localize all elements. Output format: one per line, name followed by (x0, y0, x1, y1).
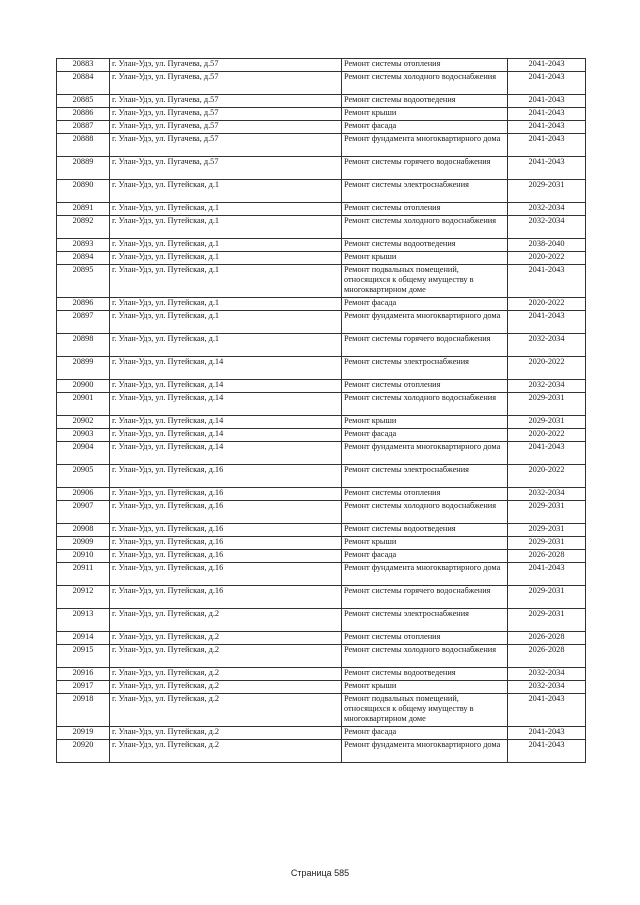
table-row (57, 429, 586, 442)
row-address: г. Улан-Удэ, ул. Путейская, д.1 (110, 252, 342, 265)
table-row (57, 357, 586, 380)
row-number: 20885 (57, 95, 110, 108)
row-address: г. Улан-Удэ, ул. Путейская, д.1 (110, 180, 342, 203)
row-work-type: Ремонт фасада (342, 429, 508, 442)
row-period: 2041-2043 (508, 108, 586, 121)
row-number: 20893 (57, 239, 110, 252)
row-number: 20895 (57, 265, 110, 298)
row-work-type: Ремонт фасада (342, 121, 508, 134)
row-address: г. Улан-Удэ, ул. Путейская, д.2 (110, 727, 342, 740)
row-address: г. Улан-Удэ, ул. Пугачева, д.57 (110, 134, 342, 157)
row-number: 20909 (57, 537, 110, 550)
row-period: 2032-2034 (508, 380, 586, 393)
table-row (57, 550, 586, 563)
row-work-type: Ремонт системы электроснабжения (342, 180, 508, 203)
row-work-type: Ремонт системы отопления (342, 380, 508, 393)
row-period: 2041-2043 (508, 311, 586, 334)
row-address: г. Улан-Удэ, ул. Путейская, д.16 (110, 488, 342, 501)
row-address: г. Улан-Удэ, ул. Путейская, д.16 (110, 501, 342, 524)
row-address: г. Улан-Удэ, ул. Путейская, д.14 (110, 357, 342, 380)
repair-schedule-table (56, 58, 586, 763)
row-address: г. Улан-Удэ, ул. Путейская, д.1 (110, 203, 342, 216)
table-row (57, 108, 586, 121)
row-number: 20913 (57, 609, 110, 632)
row-number: 20892 (57, 216, 110, 239)
row-address: г. Улан-Удэ, ул. Путейская, д.16 (110, 524, 342, 537)
row-period: 2038-2040 (508, 239, 586, 252)
row-work-type: Ремонт крыши (342, 681, 508, 694)
row-number: 20907 (57, 501, 110, 524)
row-address: г. Улан-Удэ, ул. Путейская, д.2 (110, 645, 342, 668)
row-work-type: Ремонт системы холодного водоснабжения (342, 645, 508, 668)
row-work-type: Ремонт крыши (342, 416, 508, 429)
table-row (57, 157, 586, 180)
row-address: г. Улан-Удэ, ул. Путейская, д.2 (110, 681, 342, 694)
row-period: 2029-2031 (508, 393, 586, 416)
table-row (57, 727, 586, 740)
row-period: 2029-2031 (508, 180, 586, 203)
row-work-type: Ремонт системы горячего водоснабжения (342, 334, 508, 357)
row-number: 20887 (57, 121, 110, 134)
table-row (57, 465, 586, 488)
table-row (57, 380, 586, 393)
row-period: 2029-2031 (508, 537, 586, 550)
row-address: г. Улан-Удэ, ул. Путейская, д.2 (110, 740, 342, 763)
row-address: г. Улан-Удэ, ул. Путейская, д.16 (110, 563, 342, 586)
row-number: 20906 (57, 488, 110, 501)
row-number: 20910 (57, 550, 110, 563)
row-address: г. Улан-Удэ, ул. Путейская, д.1 (110, 239, 342, 252)
row-work-type: Ремонт системы электроснабжения (342, 357, 508, 380)
row-address: г. Улан-Удэ, ул. Путейская, д.14 (110, 416, 342, 429)
row-number: 20896 (57, 298, 110, 311)
table-row (57, 298, 586, 311)
row-period: 2041-2043 (508, 134, 586, 157)
row-work-type: Ремонт системы водоотведения (342, 668, 508, 681)
row-number: 20914 (57, 632, 110, 645)
row-address: г. Улан-Удэ, ул. Путейская, д.16 (110, 465, 342, 488)
row-period: 2041-2043 (508, 563, 586, 586)
row-period: 2026-2028 (508, 550, 586, 563)
table-row (57, 537, 586, 550)
row-number: 20904 (57, 442, 110, 465)
table-row (57, 524, 586, 537)
row-number: 20919 (57, 727, 110, 740)
row-address: г. Улан-Удэ, ул. Путейская, д.14 (110, 393, 342, 416)
row-number: 20886 (57, 108, 110, 121)
table-row (57, 393, 586, 416)
table-row (57, 416, 586, 429)
row-number: 20897 (57, 311, 110, 334)
table-row (57, 645, 586, 668)
row-work-type: Ремонт системы отопления (342, 488, 508, 501)
row-period: 2032-2034 (508, 668, 586, 681)
row-work-type: Ремонт подвальных помещений, относящихся к общему имуществу в многоквартирном доме (342, 265, 508, 298)
row-period: 2041-2043 (508, 121, 586, 134)
table-row (57, 121, 586, 134)
table-row (57, 442, 586, 465)
row-number: 20891 (57, 203, 110, 216)
row-period: 2029-2031 (508, 524, 586, 537)
row-work-type: Ремонт крыши (342, 252, 508, 265)
table-row (57, 134, 586, 157)
row-number: 20894 (57, 252, 110, 265)
row-period: 2032-2034 (508, 681, 586, 694)
row-number: 20902 (57, 416, 110, 429)
row-period: 2029-2031 (508, 609, 586, 632)
row-work-type: Ремонт фундамента многоквартирного дома (342, 740, 508, 763)
table-row (57, 265, 586, 298)
row-period: 2026-2028 (508, 645, 586, 668)
table-row (57, 501, 586, 524)
row-address: г. Улан-Удэ, ул. Пугачева, д.57 (110, 72, 342, 95)
row-number: 20917 (57, 681, 110, 694)
row-address: г. Улан-Удэ, ул. Путейская, д.2 (110, 694, 342, 727)
row-period: 2020-2022 (508, 298, 586, 311)
row-address: г. Улан-Удэ, ул. Пугачева, д.57 (110, 108, 342, 121)
row-number: 20908 (57, 524, 110, 537)
row-period: 2041-2043 (508, 72, 586, 95)
row-period: 2020-2022 (508, 357, 586, 380)
table-row (57, 239, 586, 252)
row-period: 2029-2031 (508, 586, 586, 609)
row-address: г. Улан-Удэ, ул. Путейская, д.1 (110, 216, 342, 239)
row-work-type: Ремонт системы холодного водоснабжения (342, 72, 508, 95)
table-row (57, 311, 586, 334)
table-row (57, 95, 586, 108)
row-work-type: Ремонт системы холодного водоснабжения (342, 501, 508, 524)
table-row (57, 740, 586, 763)
row-address: г. Улан-Удэ, ул. Путейская, д.1 (110, 298, 342, 311)
row-number: 20901 (57, 393, 110, 416)
row-work-type: Ремонт системы водоотведения (342, 95, 508, 108)
row-period: 2041-2043 (508, 740, 586, 763)
table-body (57, 59, 586, 763)
row-period: 2032-2034 (508, 488, 586, 501)
row-work-type: Ремонт фундамента многоквартирного дома (342, 563, 508, 586)
row-number: 20889 (57, 157, 110, 180)
table-row (57, 609, 586, 632)
row-number: 20916 (57, 668, 110, 681)
row-period: 2041-2043 (508, 59, 586, 72)
table-row (57, 252, 586, 265)
row-number: 20899 (57, 357, 110, 380)
row-work-type: Ремонт фасада (342, 727, 508, 740)
table-row (57, 180, 586, 203)
row-work-type: Ремонт фундамента многоквартирного дома (342, 442, 508, 465)
table-row (57, 632, 586, 645)
row-number: 20903 (57, 429, 110, 442)
row-work-type: Ремонт фундамента многоквартирного дома (342, 311, 508, 334)
row-number: 20915 (57, 645, 110, 668)
table-row (57, 488, 586, 501)
row-work-type: Ремонт системы горячего водоснабжения (342, 586, 508, 609)
row-number: 20905 (57, 465, 110, 488)
row-period: 2041-2043 (508, 265, 586, 298)
row-address: г. Улан-Удэ, ул. Путейская, д.16 (110, 537, 342, 550)
row-work-type: Ремонт системы горячего водоснабжения (342, 157, 508, 180)
table-row (57, 681, 586, 694)
table-row (57, 586, 586, 609)
row-number: 20911 (57, 563, 110, 586)
row-address: г. Улан-Удэ, ул. Путейская, д.1 (110, 311, 342, 334)
row-period: 2041-2043 (508, 727, 586, 740)
row-address: г. Улан-Удэ, ул. Путейская, д.14 (110, 429, 342, 442)
row-period: 2029-2031 (508, 416, 586, 429)
row-work-type: Ремонт системы водоотведения (342, 239, 508, 252)
table-row (57, 694, 586, 727)
table-row (57, 334, 586, 357)
row-period: 2041-2043 (508, 694, 586, 727)
row-period: 2041-2043 (508, 95, 586, 108)
row-work-type: Ремонт фундамента многоквартирного дома (342, 134, 508, 157)
table-row (57, 563, 586, 586)
page-number: Страница 585 (290, 868, 350, 878)
row-number: 20890 (57, 180, 110, 203)
row-period: 2032-2034 (508, 216, 586, 239)
row-work-type: Ремонт крыши (342, 537, 508, 550)
row-period: 2032-2034 (508, 203, 586, 216)
row-number: 20918 (57, 694, 110, 727)
row-period: 2032-2034 (508, 334, 586, 357)
row-address: г. Улан-Удэ, ул. Пугачева, д.57 (110, 121, 342, 134)
row-period: 2020-2022 (508, 429, 586, 442)
table-row (57, 59, 586, 72)
row-work-type: Ремонт системы холодного водоснабжения (342, 393, 508, 416)
table-row (57, 216, 586, 239)
row-period: 2029-2031 (508, 501, 586, 524)
row-work-type: Ремонт системы электроснабжения (342, 609, 508, 632)
row-address: г. Улан-Удэ, ул. Путейская, д.14 (110, 442, 342, 465)
row-number: 20900 (57, 380, 110, 393)
row-work-type: Ремонт фасада (342, 298, 508, 311)
row-number: 20898 (57, 334, 110, 357)
row-work-type: Ремонт системы отопления (342, 632, 508, 645)
row-work-type: Ремонт фасада (342, 550, 508, 563)
row-work-type: Ремонт системы электроснабжения (342, 465, 508, 488)
row-address: г. Улан-Удэ, ул. Путейская, д.2 (110, 632, 342, 645)
row-work-type: Ремонт крыши (342, 108, 508, 121)
table-row (57, 203, 586, 216)
row-work-type: Ремонт системы холодного водоснабжения (342, 216, 508, 239)
row-address: г. Улан-Удэ, ул. Путейская, д.2 (110, 609, 342, 632)
row-period: 2041-2043 (508, 442, 586, 465)
row-address: г. Улан-Удэ, ул. Путейская, д.1 (110, 334, 342, 357)
row-number: 20888 (57, 134, 110, 157)
row-address: г. Улан-Удэ, ул. Путейская, д.16 (110, 586, 342, 609)
row-period: 2026-2028 (508, 632, 586, 645)
row-work-type: Ремонт системы отопления (342, 59, 508, 72)
row-address: г. Улан-Удэ, ул. Путейская, д.16 (110, 550, 342, 563)
row-address: г. Улан-Удэ, ул. Путейская, д.1 (110, 265, 342, 298)
table-row (57, 72, 586, 95)
row-period: 2020-2022 (508, 465, 586, 488)
row-address: г. Улан-Удэ, ул. Пугачева, д.57 (110, 95, 342, 108)
row-address: г. Улан-Удэ, ул. Путейская, д.14 (110, 380, 342, 393)
row-work-type: Ремонт системы отопления (342, 203, 508, 216)
row-number: 20884 (57, 72, 110, 95)
row-work-type: Ремонт системы водоотведения (342, 524, 508, 537)
row-address: г. Улан-Удэ, ул. Пугачева, д.57 (110, 59, 342, 72)
row-number: 20912 (57, 586, 110, 609)
row-period: 2020-2022 (508, 252, 586, 265)
row-address: г. Улан-Удэ, ул. Пугачева, д.57 (110, 157, 342, 180)
row-period: 2041-2043 (508, 157, 586, 180)
row-number: 20920 (57, 740, 110, 763)
row-number: 20883 (57, 59, 110, 72)
row-address: г. Улан-Удэ, ул. Путейская, д.2 (110, 668, 342, 681)
table-row (57, 668, 586, 681)
row-work-type: Ремонт подвальных помещений, относящихся к общему имуществу в многоквартирном доме (342, 694, 508, 727)
